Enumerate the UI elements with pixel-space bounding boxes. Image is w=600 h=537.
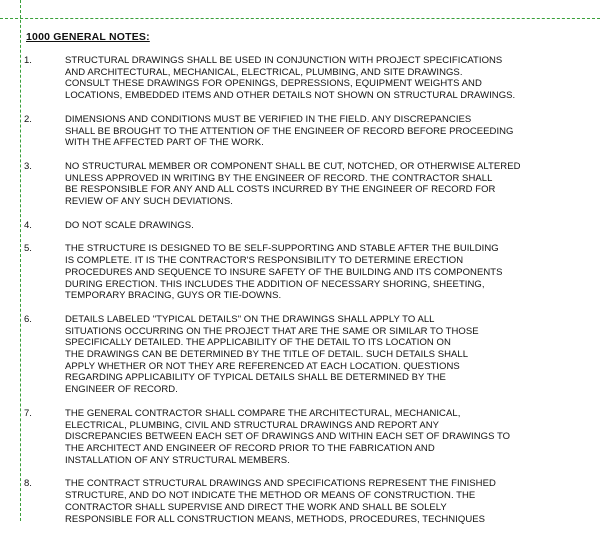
- note-line: CONSULT THESE DRAWINGS FOR OPENINGS, DEPRESSIONS, EQUIPMENT WEIGHTS AND: [65, 78, 482, 90]
- note-number: 6.: [24, 313, 32, 325]
- note-line: TEMPORARY BRACING, GUYS OR TIE-DOWNS.: [65, 290, 282, 302]
- note-text: [65, 55, 600, 102]
- note-text: [65, 408, 600, 467]
- note-line: REVIEW OF ANY SUCH DEVIATIONS.: [65, 196, 233, 208]
- note-line: THE STRUCTURE IS DESIGNED TO BE SELF-SUPPORTING AND STABLE AFTER THE BUILDING: [65, 243, 499, 255]
- note-item-7: [0, 408, 600, 467]
- note-line: STRUCTURAL DRAWINGS SHALL BE USED IN CONJUNCTION WITH PROJECT SPECIFICATIONS: [65, 55, 503, 66]
- note-line: LOCATIONS, EMBEDDED ITEMS AND OTHER DETAILS NOT SHOWN ON STRUCTURAL DRAWINGS.: [65, 90, 516, 102]
- note-text: [65, 114, 600, 149]
- general-notes-list: [0, 55, 600, 537]
- note-line: THE GENERAL CONTRACTOR SHALL COMPARE THE ARCHITECTURAL, MECHANICAL,: [65, 407, 461, 419]
- note-line: ENGINEER OF RECORD.: [65, 384, 178, 396]
- note-line: APPLY WHETHER OR NOT THEY ARE REFERENCED AT EACH LOCATION. QUESTIONS: [65, 360, 460, 372]
- note-line: WITH THE AFFECTED PART OF THE WORK.: [65, 137, 264, 149]
- note-line: ELECTRICAL, PLUMBING, CIVIL AND STRUCTURAL DRAWINGS AND REPORT ANY: [65, 419, 440, 431]
- note-line: IS COMPLETE. IT IS THE CONTRACTOR'S RESPONSIBILITY TO DETERMINE ERECTION: [65, 255, 464, 267]
- note-item-2: [0, 114, 600, 149]
- note-line: REGARDING APPLICABILITY OF TYPICAL DETAILS SHALL BE DETERMINED BY THE: [65, 372, 446, 384]
- note-line: PROCEDURES AND SEQUENCE TO INSURE SAFETY OF THE BUILDING AND ITS COMPONENTS: [65, 266, 503, 278]
- note-line: NO STRUCTURAL MEMBER OR COMPONENT SHALL BE CUT, NOTCHED, OR OTHERWISE ALTERED: [65, 160, 521, 172]
- note-line: THE CONTRACT STRUCTURAL DRAWINGS AND SPECIFICATIONS REPRESENT THE FINISHED: [65, 478, 496, 490]
- sheet-border-top-dashed: [0, 18, 600, 19]
- note-text: [65, 161, 600, 208]
- note-line: DIMENSIONS AND CONDITIONS MUST BE VERIFIED IN THE FIELD. ANY DISCREPANCIES: [65, 113, 472, 125]
- note-line: RESPONSIBLE FOR ALL CONSTRUCTION MEANS, METHODS, PROCEDURES, TECHNIQUES: [65, 513, 486, 525]
- note-number: 4.: [24, 219, 32, 231]
- note-number: 7.: [24, 407, 32, 419]
- note-number: 8.: [24, 478, 32, 490]
- note-number: 5.: [24, 243, 32, 255]
- note-text: [65, 314, 600, 396]
- note-line: DURING ERECTION. THIS INCLUDES THE ADDITION OF NECESSARY SHORING, SHEETING,: [65, 278, 485, 290]
- note-line: AND ARCHITECTURAL, MECHANICAL, ELECTRICAL, PLUMBING, AND SITE DRAWINGS.: [65, 66, 463, 78]
- note-line: BE RESPONSIBLE FOR ANY AND ALL COSTS INCURRED BY THE ENGINEER OF RECORD FOR: [65, 184, 496, 196]
- note-line: DO NOT SCALE DRAWINGS.: [65, 219, 194, 231]
- note-line: DETAILS LABELED "TYPICAL DETAILS" ON THE DRAWINGS SHALL APPLY TO ALL: [65, 313, 435, 325]
- general-notes-heading: 1000 GENERAL NOTES:: [26, 31, 150, 43]
- note-line: STRUCTURE, AND DO NOT INDICATE THE METHOD OR MEANS OF CONSTRUCTION. THE: [65, 490, 476, 502]
- note-line: SHALL BE BROUGHT TO THE ATTENTION OF THE ENGINEER OF RECORD BEFORE PROCEEDING: [65, 125, 514, 137]
- note-line: SITUATIONS OCCURRING ON THE PROJECT THAT ARE THE SAME OR SIMILAR TO THOSE: [65, 325, 479, 337]
- note-line: THE DRAWINGS CAN BE DETERMINED BY THE TITLE OF DETAIL. SUCH DETAILS SHALL: [65, 349, 469, 361]
- note-item-5: [0, 243, 600, 302]
- note-number: 3.: [24, 160, 32, 172]
- note-item-6: [0, 314, 600, 396]
- note-line: SPECIFICALLY DETAILED. THE APPLICABILITY OF THE DETAIL TO ITS LOCATION ON: [65, 337, 451, 349]
- note-line: INSTALLATION OF ANY STRUCTURAL MEMBERS.: [65, 454, 290, 466]
- note-text: [65, 243, 600, 302]
- note-item-3: [0, 161, 600, 208]
- note-line: DISCREPANCIES BETWEEN EACH SET OF DRAWINGS AND WITHIN EACH SET OF DRAWINGS TO: [65, 431, 511, 443]
- note-line: UNLESS APPROVED IN WRITING BY THE ENGINEER OF RECORD. THE CONTRACTOR SHALL: [65, 172, 493, 184]
- note-line: THE ARCHITECT AND ENGINEER OF RECORD PRIOR TO THE FABRICATION AND: [65, 442, 435, 454]
- note-line: CONTRACTOR SHALL SUPERVISE AND DIRECT THE WORK AND SHALL BE SOLELY: [65, 501, 447, 513]
- note-item-8: [0, 478, 600, 525]
- note-number: 2.: [24, 113, 32, 125]
- note-text: [65, 478, 600, 525]
- note-number: 1.: [24, 55, 32, 66]
- note-item-4: [0, 220, 600, 232]
- note-item-1: [0, 55, 600, 102]
- note-text: [65, 220, 600, 232]
